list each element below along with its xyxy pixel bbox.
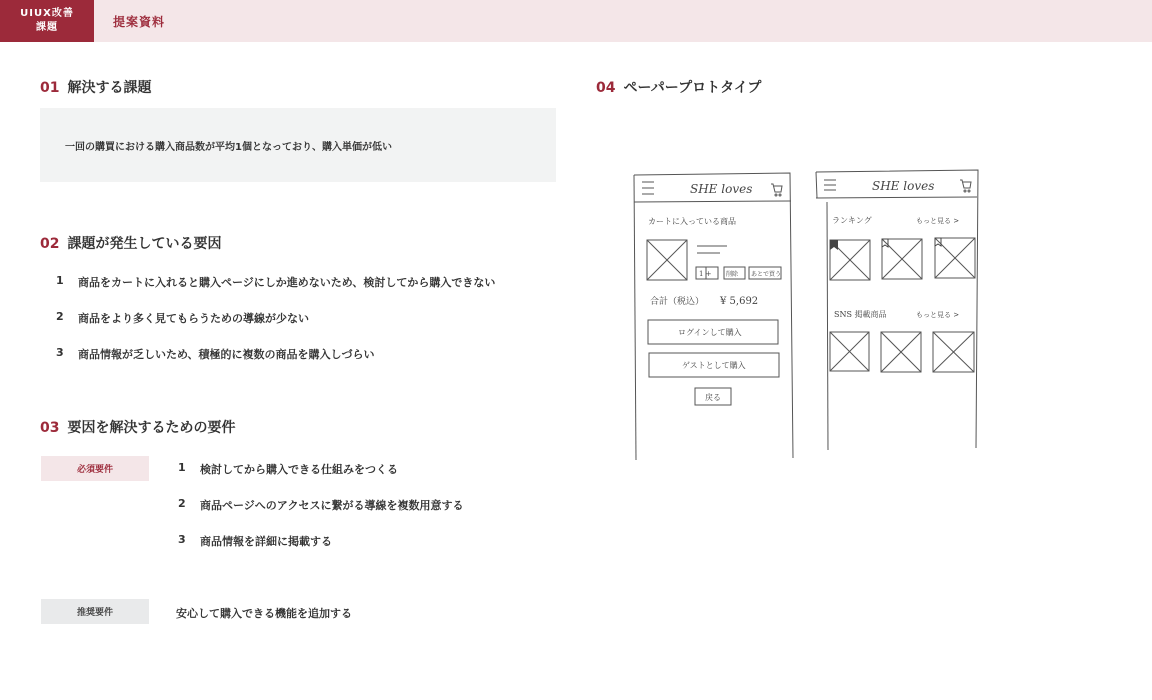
right-phone-header-line (816, 197, 977, 198)
total-value: ¥ 5,692 (720, 296, 759, 307)
total-label: 合計（税込） (650, 297, 705, 307)
list-item-text: 商品情報を詳細に掲載する (200, 535, 332, 548)
section-1-heading (40, 77, 151, 97)
prototype-svg (620, 160, 1000, 470)
section-4-title: ペーパープロトタイプ (623, 80, 762, 96)
rank-ribbon-icon (830, 240, 838, 250)
list-item-text: 商品ページへのアクセスに繋がる導線を複数用意する (200, 499, 464, 512)
recommended-tag: 推奨要件 (41, 599, 149, 624)
login-button-text: ログインして購入 (678, 328, 742, 337)
hamburger-icon (824, 180, 836, 190)
list-item-number: 2 (178, 497, 186, 510)
cart-heading: カートに入っている商品 (648, 217, 736, 226)
list-item (178, 497, 463, 533)
right-phone-frame (816, 170, 978, 448)
list-item-number: 3 (178, 533, 186, 546)
cart-product-image (647, 240, 687, 280)
list-item (178, 533, 463, 569)
list-item-number: 1 (178, 461, 186, 474)
list-item (56, 346, 495, 382)
delete-text: 削除 (726, 271, 739, 278)
header-bar (0, 0, 1152, 42)
header-badge (0, 0, 94, 42)
right-logo: SHE loves (872, 179, 935, 193)
list-item-text: 商品をカートに入れると購入ページにしか進めないため、検討してから購入できない (78, 276, 496, 289)
issue-text: 一回の購買における購入商品数が平均1個となっており、購入単価が低い (65, 142, 392, 153)
list-item-number: 1 (56, 274, 64, 287)
hamburger-icon (642, 182, 654, 194)
section-3-heading (40, 417, 235, 437)
section-1-number: 01 (40, 80, 60, 96)
later-text: あとで買う (751, 271, 782, 278)
sns-item-image (881, 332, 921, 372)
section-3-number: 03 (40, 420, 60, 436)
quantity-text: 1 + (699, 270, 712, 278)
list-item-text: 商品情報が乏しいため、積極的に複数の商品を購入しづらい (78, 348, 375, 361)
cart-icon (960, 180, 971, 192)
right-phone-frame-side (816, 172, 817, 198)
header-title: 提案資料 (113, 15, 166, 29)
list-item-number: 2 (56, 310, 64, 323)
recommended-text: 安心して購入できる機能を追加する (176, 607, 352, 620)
ranking-label: ランキング (832, 216, 872, 225)
ranking-more-link: もっと見る > (916, 217, 960, 225)
sns-item-image (830, 332, 869, 371)
header-badge-line2: 課題 (36, 22, 58, 33)
cause-list (56, 274, 495, 382)
guest-button-text: ゲストとして購入 (682, 361, 746, 370)
list-item-text: 商品をより多く見てもらうための導線が少ない (78, 312, 309, 325)
header-badge-line1: UIUX改善 (20, 8, 74, 19)
required-tag: 必須要件 (41, 456, 149, 481)
sns-more-link: もっと見る > (916, 311, 960, 319)
section-2-number: 02 (40, 236, 60, 252)
section-4-heading (596, 77, 761, 97)
left-phone-frame-side (634, 175, 636, 460)
paper-prototype-sketch (620, 160, 1000, 470)
left-phone-header-line (634, 201, 791, 202)
list-item (56, 310, 495, 346)
left-logo: SHE loves (690, 182, 753, 196)
sns-item-image (933, 332, 974, 372)
issue-box (40, 108, 556, 182)
section-2-heading (40, 233, 221, 253)
list-item (56, 274, 495, 310)
list-item-text: 検討してから購入できる仕組みをつくる (200, 463, 398, 476)
section-3-title: 要因を解決するための要件 (67, 420, 236, 436)
back-button-text: 戻る (705, 393, 721, 402)
section-4-number: 04 (596, 80, 616, 96)
required-list (178, 461, 463, 569)
sns-label: SNS 掲載商品 (834, 310, 887, 319)
list-item (178, 461, 463, 497)
section-2-title: 課題が発生している要因 (67, 236, 222, 252)
list-item-number: 3 (56, 346, 64, 359)
cart-icon (771, 184, 782, 196)
section-1-title: 解決する課題 (67, 80, 152, 96)
right-phone-inner-side (827, 202, 828, 450)
left-phone-frame (634, 173, 793, 458)
